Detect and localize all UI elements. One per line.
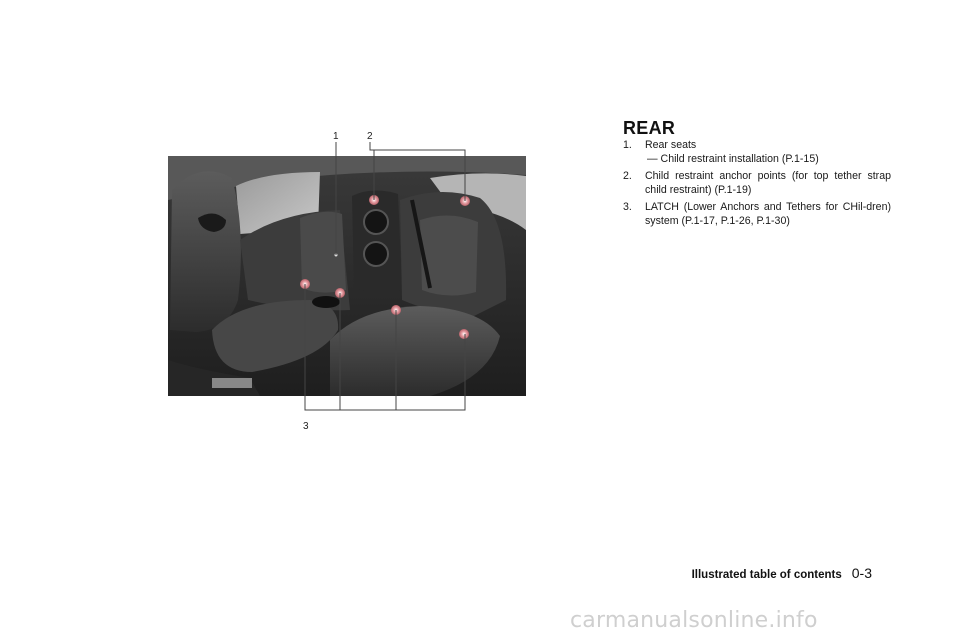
item-text: LATCH (Lower Anchors and Tethers for CHil-dren) system (P.1-17, P.1-26, P.1-30)	[645, 201, 891, 227]
watermark: carmanualsonline.info	[570, 608, 818, 633]
item-list	[623, 138, 891, 231]
item-number: 3.	[623, 201, 632, 213]
section-title: REAR	[623, 118, 676, 138]
item-number: 1.	[623, 139, 632, 151]
item-subtext: — Child restraint installation (P.1-15)	[647, 153, 819, 165]
footer-title: Illustrated table of contents	[691, 569, 842, 581]
item-number: 2.	[623, 170, 632, 182]
item-text: Child restraint anchor points (for top tether strap child restraint) (P.1-19)	[645, 170, 891, 196]
page-footer	[692, 565, 872, 581]
callout-1: 1	[333, 131, 339, 142]
callout-2: 2	[367, 131, 373, 142]
page-number: 0-3	[851, 565, 872, 581]
item-text: Rear seats	[645, 139, 697, 151]
photo-frame	[168, 156, 526, 396]
list-item	[623, 138, 891, 166]
list-item	[623, 200, 891, 228]
list-item	[623, 169, 891, 197]
callout-3: 3	[303, 421, 309, 432]
